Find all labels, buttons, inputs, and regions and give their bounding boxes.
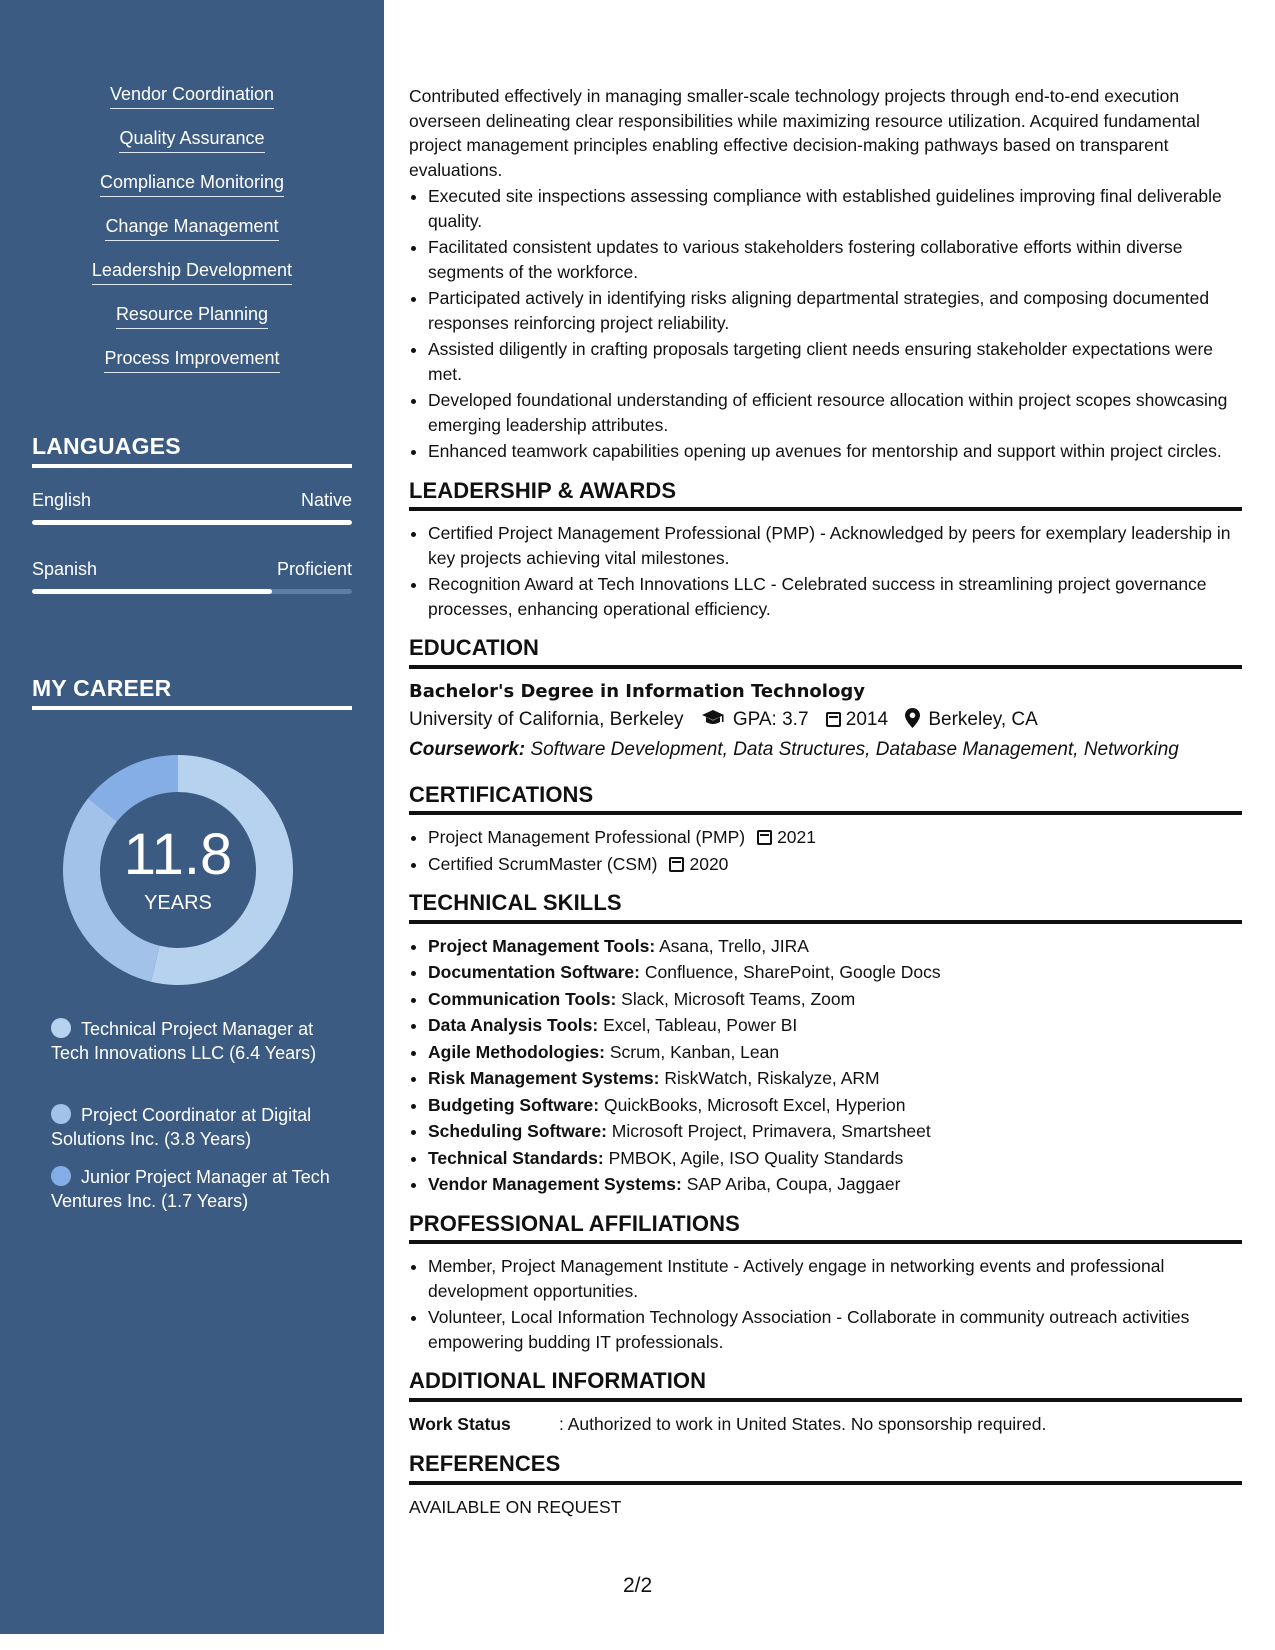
sidebar bbox=[0, 0, 384, 1634]
list-item bbox=[428, 1040, 1242, 1065]
section-heading-additional-info: ADDITIONAL INFORMATION bbox=[409, 1369, 1242, 1402]
language-bar-fill bbox=[32, 520, 352, 525]
calendar-icon bbox=[757, 830, 772, 845]
skill-value: Excel, Tableau, Power BI bbox=[603, 1015, 798, 1035]
certification-item bbox=[428, 825, 1242, 850]
career-legend-dot bbox=[51, 1166, 71, 1186]
career-item-text: Junior Project Manager at Tech Ventures Inc. (1.7 Years) bbox=[51, 1167, 330, 1211]
career-total: 11.8 bbox=[123, 822, 233, 887]
language-bar bbox=[32, 520, 352, 525]
experience-summary: Contributed effectively in managing smaller-scale technology projects through end-to-end execution overseen delineating clear responsibilities while maximizing resource utilization. Acquired fundamental project management principles enabling effective decision-making pathways based on transparent evaluations. bbox=[409, 86, 1200, 180]
skill-label: Risk Management Systems: bbox=[428, 1068, 660, 1088]
school-name: University of California, Berkeley bbox=[409, 708, 684, 730]
coursework bbox=[409, 735, 1242, 765]
certification-year: 2020 bbox=[689, 853, 729, 874]
list-item: • Enhanced teamwork capabilities opening up avenues for mentorship and support within project circles. bbox=[428, 439, 1242, 464]
list-item: • Facilitated consistent updates to various stakeholders fostering collaborative efforts within diverse segments of the workforce. bbox=[428, 235, 1242, 284]
language-level: Native bbox=[300, 490, 352, 510]
graduation-year: 2014 bbox=[845, 708, 889, 730]
language-bar bbox=[32, 589, 352, 594]
language-spanish bbox=[32, 559, 352, 594]
list-item bbox=[428, 1066, 1242, 1091]
list-item: • Assisted diligently in crafting proposals targeting client needs ensuring stakeholder expectations were met. bbox=[428, 337, 1242, 386]
skill-value: PMBOK, Agile, ISO Quality Standards bbox=[608, 1147, 904, 1168]
graduation-cap-icon bbox=[701, 705, 725, 735]
skill-item: Resource Planning bbox=[116, 302, 268, 329]
gpa: GPA: 3.7 bbox=[732, 708, 809, 730]
skill-label: Budgeting Software: bbox=[428, 1094, 600, 1115]
skill-item: Leadership Development bbox=[92, 258, 292, 285]
skill-value: Scrum, Kanban, Lean bbox=[609, 1041, 780, 1062]
career-item bbox=[51, 1165, 341, 1213]
career-legend-dot bbox=[51, 1018, 71, 1038]
list-item bbox=[428, 1093, 1242, 1118]
list-item bbox=[428, 960, 1242, 985]
skill-value: Slack, Microsoft Teams, Zoom bbox=[621, 988, 856, 1009]
list-item: • Recognition Award at Tech Innovations LLC - Celebrated success in streamlining project governance processes, enhancing operational efficiency. bbox=[428, 572, 1242, 621]
work-status-label: Work Status bbox=[409, 1413, 511, 1434]
language-bar-fill bbox=[32, 589, 272, 594]
career-legend-dot bbox=[51, 1104, 71, 1124]
section-heading-certifications: CERTIFICATIONS bbox=[409, 783, 1242, 816]
skill-value: Confluence, SharePoint, Google Docs bbox=[644, 962, 941, 982]
career-item bbox=[51, 1017, 341, 1065]
skill-value: RiskWatch, Riskalyze, ARM bbox=[664, 1068, 880, 1088]
certification-name: Project Management Professional (PMP) bbox=[428, 827, 746, 847]
main-content bbox=[409, 84, 1242, 1519]
list-item: • Developed foundational understanding of efficient resource allocation within project scopes showcasing emerging leadership attributes. bbox=[428, 388, 1242, 437]
certification-item bbox=[428, 852, 1242, 877]
coursework-list: Software Development, Data Structures, Database Management, Networking bbox=[530, 738, 1179, 760]
skill-item: Vendor Coordination bbox=[110, 82, 274, 109]
list-item bbox=[428, 1146, 1242, 1171]
degree-title: Bachelor's Degree in Information Technology bbox=[409, 680, 865, 702]
certifications-list bbox=[409, 825, 1242, 876]
skill-value: QuickBooks, Microsoft Excel, Hyperion bbox=[603, 1094, 906, 1115]
certification-name: Certified ScrumMaster (CSM) bbox=[428, 853, 658, 874]
references-text: AVAILABLE ON REQUEST bbox=[409, 1496, 622, 1517]
skill-item: Change Management bbox=[105, 214, 278, 241]
career-item-text: Project Coordinator at Digital Solutions Inc. (3.8 Years) bbox=[51, 1105, 312, 1149]
section-heading-references: REFERENCES bbox=[409, 1452, 1242, 1485]
list-item bbox=[428, 1119, 1242, 1144]
list-item: • Member, Project Management Institute - Actively engage in networking events and professional development opportunities. bbox=[428, 1254, 1242, 1303]
affiliations-list bbox=[409, 1254, 1242, 1354]
languages-heading: LANGUAGES bbox=[32, 433, 352, 468]
skill-value: Microsoft Project, Primavera, Smartsheet bbox=[611, 1121, 931, 1141]
skill-item: Process Improvement bbox=[104, 346, 279, 373]
education-details bbox=[409, 705, 1242, 735]
career-heading: MY CAREER bbox=[32, 675, 352, 710]
skill-label: Technical Standards: bbox=[428, 1147, 604, 1168]
career-unit: YEARS bbox=[144, 892, 212, 914]
list-item: • Participated actively in identifying risks aligning departmental strategies, and composing documented responses reinforcing project reliability. bbox=[428, 286, 1242, 335]
technical-skills-list bbox=[409, 934, 1242, 1197]
list-item: • Executed site inspections assessing compliance with established guidelines improving final deliverable quality. bbox=[428, 184, 1242, 233]
language-name: English bbox=[32, 490, 92, 510]
coursework-label: Coursework: bbox=[409, 738, 526, 760]
language-name: Spanish bbox=[32, 559, 98, 579]
skill-label: Project Management Tools: bbox=[428, 935, 656, 956]
certification-year: 2021 bbox=[777, 827, 817, 847]
skill-value: Asana, Trello, JIRA bbox=[659, 935, 809, 956]
calendar-icon bbox=[826, 712, 841, 727]
section-heading-affiliations: PROFESSIONAL AFFILIATIONS bbox=[409, 1212, 1242, 1245]
work-status-value: : Authorized to work in United States. No sponsorship required. bbox=[559, 1413, 1047, 1434]
leadership-list bbox=[409, 521, 1242, 621]
skill-value: SAP Ariba, Coupa, Jaggaer bbox=[686, 1174, 901, 1194]
career-item bbox=[51, 1103, 341, 1151]
location-pin-icon bbox=[905, 705, 920, 735]
education-location: Berkeley, CA bbox=[928, 708, 1038, 730]
skill-label: Communication Tools: bbox=[428, 988, 617, 1009]
list-item bbox=[428, 1013, 1242, 1038]
page-number: 2/2 bbox=[623, 1574, 653, 1597]
skill-label: Data Analysis Tools: bbox=[428, 1015, 599, 1035]
section-heading-technical-skills: TECHNICAL SKILLS bbox=[409, 891, 1242, 924]
skill-label: Scheduling Software: bbox=[428, 1121, 607, 1141]
skill-item: Compliance Monitoring bbox=[100, 170, 284, 197]
language-english bbox=[32, 490, 352, 525]
skill-label: Vendor Management Systems: bbox=[428, 1174, 682, 1194]
skill-item: Quality Assurance bbox=[119, 126, 264, 153]
section-heading-leadership: LEADERSHIP & AWARDS bbox=[409, 479, 1242, 512]
skill-label: Agile Methodologies: bbox=[428, 1041, 605, 1062]
list-item bbox=[428, 987, 1242, 1012]
list-item bbox=[428, 934, 1242, 959]
work-status-row bbox=[409, 1412, 1242, 1437]
experience-bullets bbox=[409, 184, 1242, 464]
calendar-icon bbox=[669, 857, 684, 872]
language-level: Proficient bbox=[276, 559, 352, 579]
skills-list bbox=[0, 82, 384, 390]
list-item bbox=[428, 1172, 1242, 1197]
list-item: • Volunteer, Local Information Technology Association - Collaborate in community outreach activities empowering budding IT professionals. bbox=[428, 1305, 1242, 1354]
list-item: • Certified Project Management Professional (PMP) - Acknowledged by peers for exemplary leadership in key projects achieving vital milestones. bbox=[428, 521, 1242, 570]
section-heading-education: EDUCATION bbox=[409, 636, 1242, 669]
skill-label: Documentation Software: bbox=[428, 962, 640, 982]
career-item-text: Technical Project Manager at Tech Innovations LLC (6.4 Years) bbox=[51, 1019, 317, 1063]
